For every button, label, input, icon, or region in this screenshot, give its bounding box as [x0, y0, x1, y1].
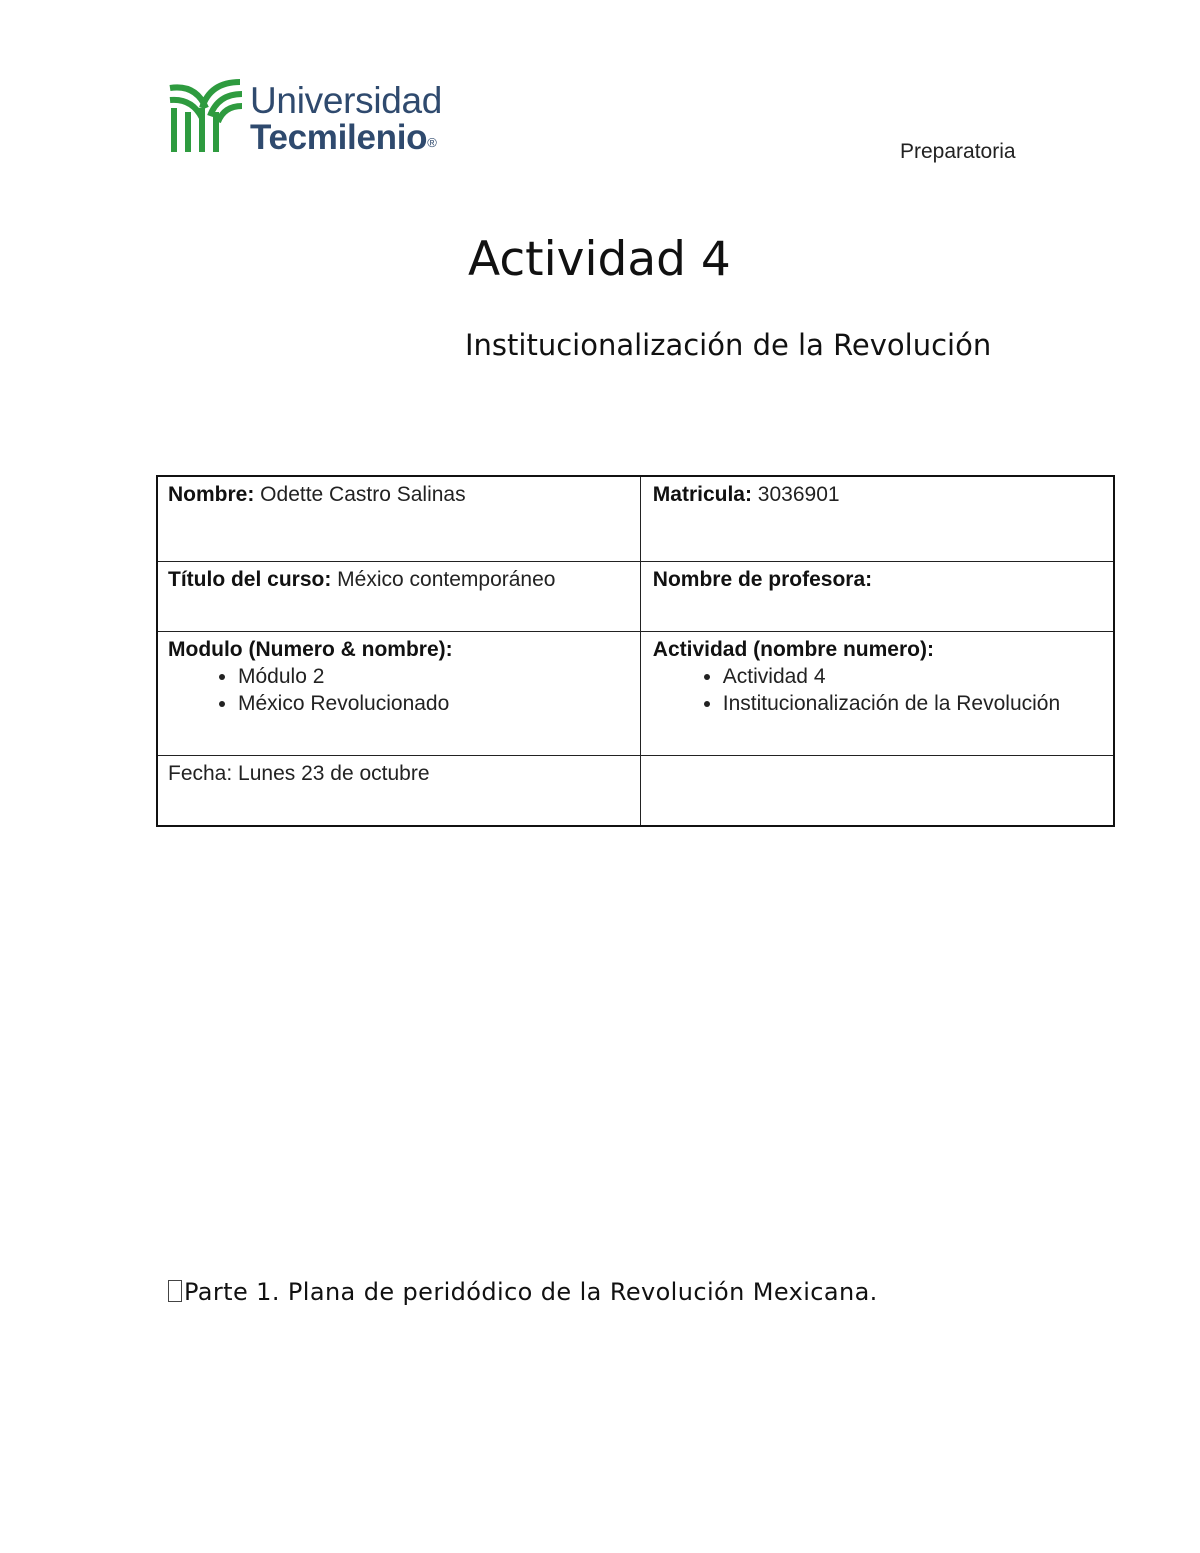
- missing-glyph-icon: [168, 1280, 182, 1302]
- modulo-list: [168, 663, 630, 717]
- profesora-cell: Nombre de profesora:: [640, 562, 1114, 632]
- list-item: • Actividad 4: [723, 663, 1103, 690]
- table-row: [157, 562, 1114, 632]
- tecmilenio-emblem-icon: [166, 78, 246, 156]
- table-row: [157, 756, 1114, 827]
- empty-cell: [640, 756, 1114, 827]
- table-row: [157, 476, 1114, 562]
- tecmilenio-logo: [166, 78, 466, 158]
- list-item: • Institucionalización de la Revolución: [723, 690, 1103, 717]
- student-info-table: [156, 475, 1115, 827]
- list-item: • Módulo 2: [238, 663, 630, 690]
- page-title: Actividad 4: [468, 232, 731, 287]
- actividad-list: [653, 663, 1103, 717]
- actividad-cell: Actividad (nombre numero): • Actividad 4 • Institucionalización de la Revolución: [640, 632, 1114, 756]
- table-row: [157, 632, 1114, 756]
- list-item: • México Revolucionado: [238, 690, 630, 717]
- logo-line-universidad: Universidad: [250, 80, 443, 121]
- matricula-cell: Matricula: 3036901: [640, 476, 1114, 562]
- nombre-cell: Nombre: Odette Castro Salinas: [157, 476, 640, 562]
- page-subtitle: Institucionalización de la Revolución: [465, 328, 992, 362]
- logo-line-tecmilenio: Tecmilenio®: [250, 118, 437, 157]
- modulo-cell: Modulo (Numero & nombre): • Módulo 2 • México Revolucionado: [157, 632, 640, 756]
- curso-cell: Título del curso: México contemporáneo: [157, 562, 640, 632]
- fecha-cell: Fecha: Lunes 23 de octubre: [157, 756, 640, 827]
- school-level: Preparatoria: [900, 140, 1016, 163]
- parte-heading: Parte 1. Plana de peridódico de la Revolución Mexicana.: [168, 1278, 878, 1306]
